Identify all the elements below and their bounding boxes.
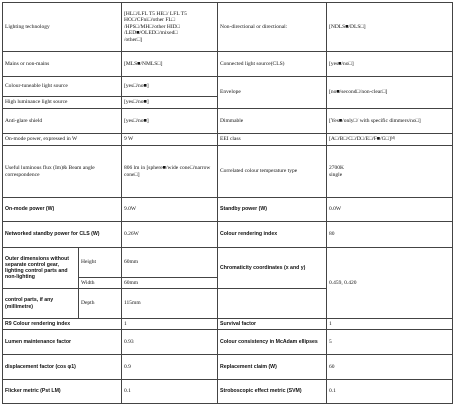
value-useful-flux: 806 lm in [sphere■/wide cone□/narrow cone□] — [122, 146, 218, 198]
value-r9: 1 — [122, 319, 218, 330]
label-mains: Mains or non-mains — [3, 52, 122, 77]
eei-footnote-mark: (d) — [390, 136, 395, 141]
label-directionality: Non-directional or directional: — [218, 3, 327, 52]
value-height: 60mm — [122, 248, 218, 278]
label-colour-tuneable: Colour-tuneable light source — [3, 77, 122, 97]
label-outer-dimensions: Outer dimensions without separate control gear, lighting control parts and non-lighting — [3, 248, 79, 289]
table-row — [3, 222, 453, 248]
value-cct: 2700K single — [327, 146, 453, 198]
label-colour-consistency: Colour consistency in McAdam ellipses — [218, 330, 327, 355]
spec-table — [2, 2, 453, 404]
table-row — [3, 109, 453, 134]
value-high-luminance: [yes□/no■] — [122, 97, 218, 109]
table-row — [3, 319, 453, 330]
value-replacement-claim: 60 — [327, 355, 453, 380]
label-svm: Stroboscopic effect metric (SVM) — [218, 380, 327, 404]
table-row — [3, 330, 453, 355]
label-cct: Correlated colour temperature type — [218, 146, 327, 198]
label-lumen-maintenance: Lumen maintenance factor — [3, 330, 122, 355]
value-mains: [MLS■/NMLS□] — [122, 52, 218, 77]
value-standby-power: 0.0W — [327, 198, 453, 222]
table-row — [3, 146, 453, 198]
value-chromaticity: 0.459, 0.420 — [327, 248, 453, 319]
value-cri: 80 — [327, 222, 453, 248]
value-connected-light-source: [yes■/no□] — [327, 52, 453, 77]
value-dimmable: [Yes■/only□/ with specific dimmers/no□] — [327, 109, 453, 134]
value-flicker: 0.1 — [122, 380, 218, 404]
table-row — [3, 198, 453, 222]
label-control-parts: control parts, if any (millimetre) — [3, 289, 79, 319]
table-row — [3, 134, 453, 146]
value-envelope: [no■/second□/non-clear□] — [327, 77, 453, 109]
label-useful-flux: Useful luminous flux (Im)& Beam angle correspondence — [3, 146, 122, 198]
value-lighting-technology: [HL□/LFL T5 HE□/ LFL T5 HO□/CFni□/other FL□ /HPS□/MH□/other HID□ /LED■/OLED□/mixed□ /other□] — [122, 3, 218, 52]
label-networked-standby: Networked standby power for CLS (W) — [3, 222, 122, 248]
label-cri: Colour rendering index — [218, 222, 327, 248]
label-anti-glare: Anti-glare shield — [3, 109, 122, 134]
value-lumen-maintenance: 0.93 — [122, 330, 218, 355]
value-depth: 115mm — [122, 289, 218, 319]
table-row — [3, 77, 453, 97]
label-replacement-claim: Replacement claim (W) — [218, 355, 327, 380]
label-dimmable: Dimmable — [218, 109, 327, 134]
table-row — [3, 355, 453, 380]
label-on-mode-power-w: On-mode power, expressed in W — [3, 134, 122, 146]
label-eei-class: EEI class — [218, 134, 327, 146]
label-chromaticity-cont — [218, 289, 327, 319]
value-directionality: [NDLS■/DLS□] — [327, 3, 453, 52]
label-high-luminance: High luminance light source — [3, 97, 122, 109]
label-height: Height — [79, 248, 122, 278]
label-r9: R9 Colour rendering index — [3, 319, 122, 330]
value-colour-consistency: 5 — [327, 330, 453, 355]
value-displacement: 0.9 — [122, 355, 218, 380]
label-envelope: Envelope — [218, 77, 327, 109]
value-eei-class — [327, 134, 453, 146]
table-row — [3, 52, 453, 77]
table-row — [3, 248, 453, 278]
label-on-mode-power: On-mode power (W) — [3, 198, 122, 222]
value-width: 60mm — [122, 278, 218, 289]
label-survival-factor: Survival factor — [218, 319, 327, 330]
label-chromaticity: Chromaticity coordinates (x and y) — [218, 248, 327, 289]
value-on-mode-power: 9.0W — [122, 198, 218, 222]
value-svm: 0.1 — [327, 380, 453, 404]
value-survival-factor: 1 — [327, 319, 453, 330]
value-networked-standby: 0.26W — [122, 222, 218, 248]
label-lighting-technology: Lighting technology — [3, 3, 122, 52]
table-row — [3, 380, 453, 404]
label-displacement: displacement factor (cos φ1) — [3, 355, 122, 380]
eei-class-options: [A□/B□/C□/D□/E□/F■/G□] — [329, 136, 391, 143]
label-connected-light-source: Connected light source(CLS) — [218, 52, 327, 77]
label-width: Width — [79, 278, 122, 289]
label-standby-power: Standby power (W) — [218, 198, 327, 222]
value-anti-glare: [yes□/no■] — [122, 109, 218, 134]
label-depth: Depth — [79, 289, 122, 319]
label-flicker: Flicker metric (Pst LM) — [3, 380, 122, 404]
value-colour-tuneable: [yes□/no■] — [122, 77, 218, 97]
value-on-mode-power-w: 9 W — [122, 134, 218, 146]
table-row — [3, 3, 453, 52]
